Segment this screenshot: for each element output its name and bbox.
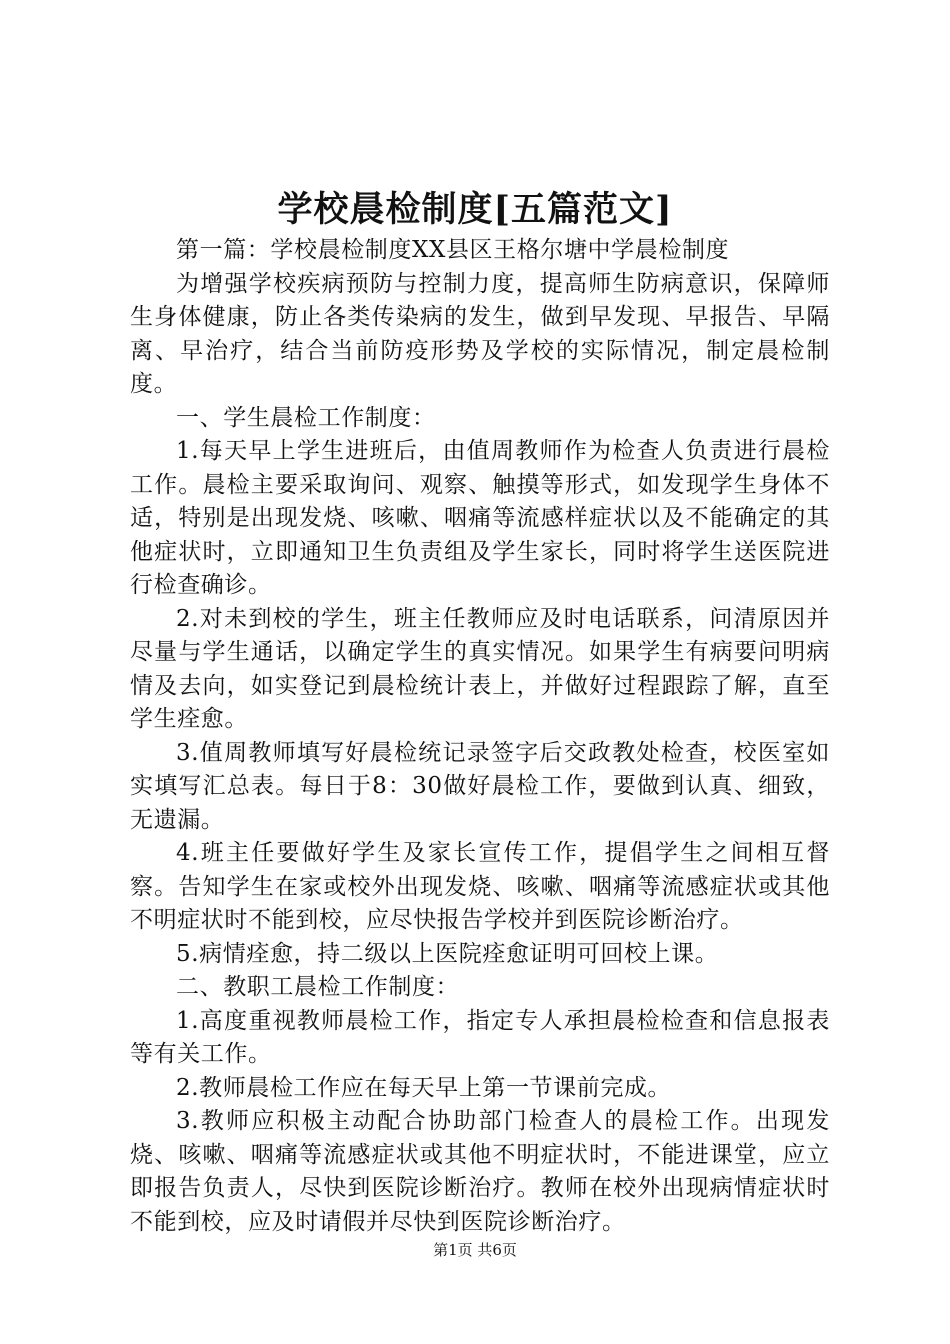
paragraph-student-item-4: 4.班主任要做好学生及家长宣传工作，提倡学生之间相互督察。告知学生在家或校外出现发烧、咳嗽、咽痛等流感症状或其他不明症状时不能到校，应尽快报告学校并到医院诊断治疗。 [130, 840, 830, 933]
section-heading-staff-check: 二、教职工晨检工作制度： [176, 974, 460, 1000]
document-body [130, 234, 830, 1239]
paragraph-student-item-2: 2.对未到校的学生，班主任教师应及时电话联系，问清原因并尽量与学生通话，以确定学生的真实情况。如果学生有病要问明病情及去向，如实登记到晨检统计表上，并做好过程跟踪了解，直至学生痊愈。 [130, 605, 830, 732]
paragraph-student-item-3: 3.值周教师填写好晨检统记录签字后交政教处检查，校医室如实填写汇总表。每日于8：30做好晨检工作，要做到认真、细致，无遗漏。 [130, 739, 830, 833]
paragraph-student-item-1: 1.每天早上学生进班后，由值周教师作为检查人负责进行晨检工作。晨检主要采取询问、观察、触摸等形式，如发现学生身体不适，特别是出现发烧、咳嗽、咽痛等流感样症状以及不能确定的其他症状时，立即通知卫生负责组及学生家长，同时将学生送医院进行检查确诊。 [130, 438, 830, 598]
paragraph-staff-item-3: 3.教师应积极主动配合协助部门检查人的晨检工作。出现发烧、咳嗽、咽痛等流感症状或其他不明症状时，不能进课堂，应立即报告负责人，尽快到医院诊断治疗。教师在校外出现病情症状时不能到校，应及时请假并尽快到医院诊断治疗。 [130, 1108, 830, 1235]
paragraph-intro: 为增强学校疾病预防与控制力度，提高师生防病意识，保障师生身体健康，防止各类传染病的发生，做到早发现、早报告、早隔离、早治疗，结合当前防疫形势及学校的实际情况，制定晨检制度。 [130, 270, 830, 397]
paragraph-staff-item-1: 1.高度重视教师晨检工作，指定专人承担晨检检查和信息报表等有关工作。 [130, 1007, 830, 1067]
paragraph-student-item-5: 5.病情痊愈，持二级以上医院痊愈证明可回校上课。 [176, 940, 719, 967]
paragraph-staff-item-2: 2.教师晨检工作应在每天早上第一节课前完成。 [176, 1074, 672, 1101]
page-footer: 第1页 共6页 [433, 1241, 517, 1259]
section-heading-student-check: 一、学生晨检工作制度： [176, 404, 436, 431]
document-title: 学校晨检制度[五篇范文] [277, 189, 673, 230]
paragraph-heading-part-one: 第一篇：学校晨检制度XX县区王格尔塘中学晨检制度 [176, 237, 730, 263]
